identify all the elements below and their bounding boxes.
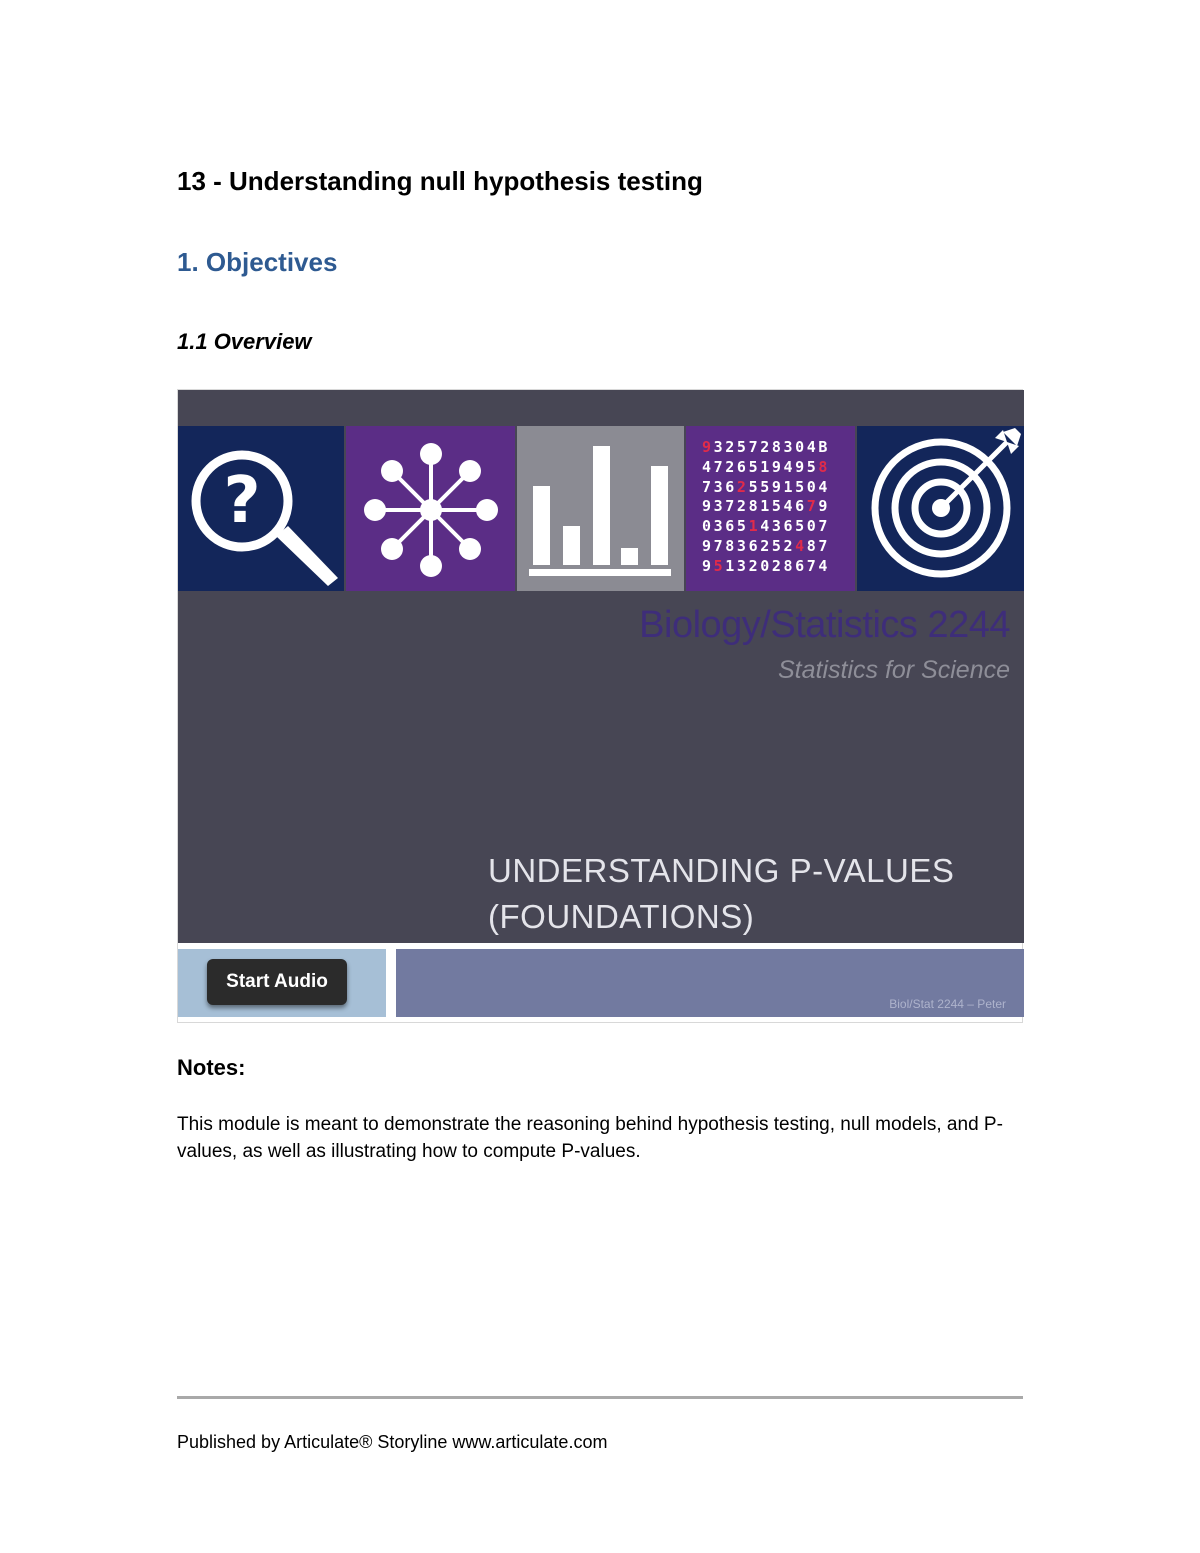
bar-chart-icon <box>517 426 684 591</box>
audio-panel <box>178 949 386 1017</box>
slide-title-line-2: (FOUNDATIONS) <box>488 898 755 935</box>
course-subtitle: Statistics for Science <box>777 656 1010 684</box>
slide-title <box>488 848 954 940</box>
digit-row: 97836252487 <box>702 536 831 555</box>
digit-row: 47265194958 <box>702 457 831 476</box>
svg-text:?: ? <box>223 464 261 538</box>
course-title: Biology/Statistics 2244 <box>639 604 1010 646</box>
random-digits-grid <box>702 438 830 577</box>
digit-row: 93728154679 <box>702 497 831 516</box>
slide-title-line-1: UNDERSTANDING P-VALUES <box>488 852 955 889</box>
tile-question <box>178 426 344 591</box>
notes-text: This module is meant to demonstrate the reasoning behind hypothesis testing, null models, and P-values, as well as illustrating how to compute P-values. <box>177 1114 1003 1162</box>
target-arrow-icon <box>857 426 1024 591</box>
slide-title-area <box>178 390 1024 943</box>
document-title: 13 - Understanding null hypothesis testing <box>177 166 703 196</box>
publisher-footer: Published by Articulate® Storyline www.articulate.com <box>177 1432 608 1452</box>
digit-row: 03651436507 <box>702 517 831 536</box>
course-slide-image <box>177 389 1023 1023</box>
digit-row: 9325728304B <box>702 438 831 456</box>
start-audio-button[interactable]: Start Audio <box>207 959 347 1005</box>
footer-divider <box>177 1396 1023 1399</box>
subsection-heading: 1.1 Overview <box>177 329 312 354</box>
tile-target <box>857 426 1024 591</box>
slide-footer-credit: Biol/Stat 2244 – Peter <box>889 997 1006 1011</box>
notes-label: Notes: <box>177 1055 246 1080</box>
digit-row: 73625591504 <box>702 477 831 496</box>
tile-bar-chart <box>517 426 684 591</box>
slide-footer-bar <box>396 949 1024 1017</box>
digit-row: 95132028674 <box>702 556 831 575</box>
magnifier-question-icon <box>178 426 344 591</box>
tile-random-digits <box>686 426 855 591</box>
section-heading: 1. Objectives <box>177 247 338 277</box>
tile-network <box>346 426 515 591</box>
network-nodes-icon <box>346 426 515 591</box>
